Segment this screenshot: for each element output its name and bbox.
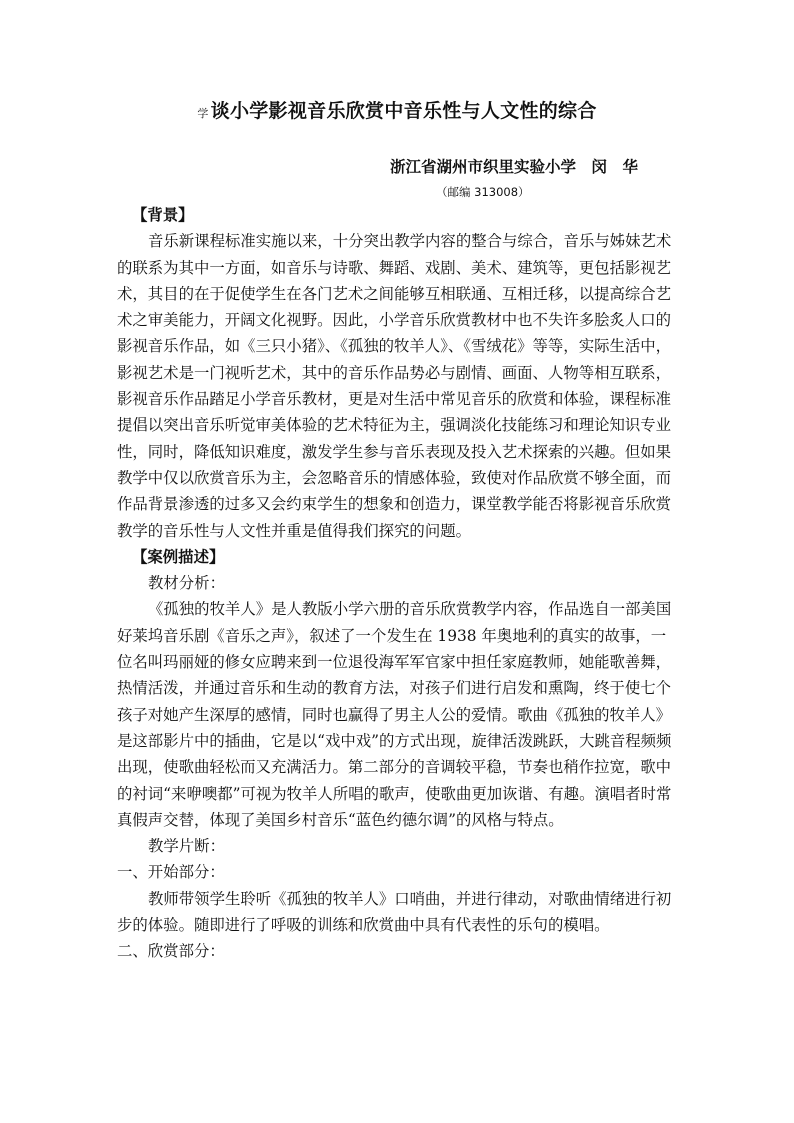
teaching-label: 教学片断： bbox=[148, 837, 225, 856]
background-paragraph: 音乐新课程标准实施以来，十分突出教学内容的整合与综合，音乐与姊妹艺术的联系为其中一方面，如音乐与诗歌、舞蹈、戏剧、美术、建筑等，更包括影视艺术，其目的在于促使学生在各门艺术之间能够互相联通、互相迁移，以提高综合艺术之审美能力，开阔文化视野。因此，小学音乐欣赏教材中也不失许多脍炙人口的影视音乐作品，如《三只小猪》、《孤独的牧羊人》、《雪绒花》等等，实际生活中，影视艺术是一门视听艺术，其中的音乐作品势必与剧情、画面、人物等相互联系，影视音乐作品踏足小学音乐教材，更是对生活中常见音乐的欣赏和体验，课程标准提倡以突出音乐听觉审美体验的艺术特征为主，强调淡化技能练习和理论知识专业性，同时，降低知识难度，激发学生参与音乐表现及投入艺术探索的兴趣。但如果教学中仅以欣赏音乐为主，会忽略音乐的情感体验，致使对作品欣赏不够全面，而作品背景渗透的过多又会约束学生的想象和创造力，课堂教学能否将影视音乐欣赏教学的音乐性与人文性并重是值得我们探究的问题。 bbox=[117, 232, 672, 540]
part1-label: 一、开始部分： bbox=[117, 863, 225, 882]
document-title bbox=[0, 96, 794, 123]
part2-label: 二、欣赏部分： bbox=[117, 942, 225, 961]
title-prefix: 学 bbox=[197, 107, 209, 120]
document-body bbox=[117, 202, 677, 965]
material-paragraph: 《孤独的牧羊人》是人教版小学六册的音乐欣赏教学内容，作品选自一部美国好莱坞音乐剧《音乐之声》，叙述了一个发生在 1938 年奥地利的真实的故事，一位名叫玛丽娅的修女应聘来到一位退役海军军官家中担任家庭教师，她能歌善舞，热情活泼，并通过音乐和生动的教育方法，对孩子们进行启发和熏陶，终于使七个孩子对她产生深厚的感情，同时也赢得了男主人公的爱情。歌曲《孤独的牧羊人》是这部影片中的插曲，它是以“戏中戏”的方式出现，旋律活泼跳跃，大跳音程频频出现，使歌曲轻松而又充满活力。第二部分的音调较平稳，节奏也稍作拉宽，歌中的衬词“来咿噢都”可视为牧羊人所唱的歌声，使歌曲更加诙谐、有趣。演唱者时常真假声交替，体现了美国乡村音乐“蓝色约德尔调”的风格与特点。 bbox=[117, 600, 672, 829]
author-line: 浙江省湖州市织里实验小学 闵 华 bbox=[390, 158, 639, 176]
title-text: 谈小学影视音乐欣赏中音乐性与人文性的综合 bbox=[210, 100, 597, 122]
section-heading-background: 【背景】 bbox=[132, 206, 194, 224]
part1-paragraph: 教师带领学生聆听《孤独的牧羊人》口哨曲，并进行律动，对歌曲情绪进行初步的体验。随即进行了呼吸的训练和欣赏曲中具有代表性的乐句的模唱。 bbox=[117, 889, 672, 935]
postcode: （邮编 313008） bbox=[436, 185, 530, 199]
section-heading-case: 【案例描述】 bbox=[132, 547, 225, 566]
material-label: 教材分析： bbox=[148, 574, 225, 593]
